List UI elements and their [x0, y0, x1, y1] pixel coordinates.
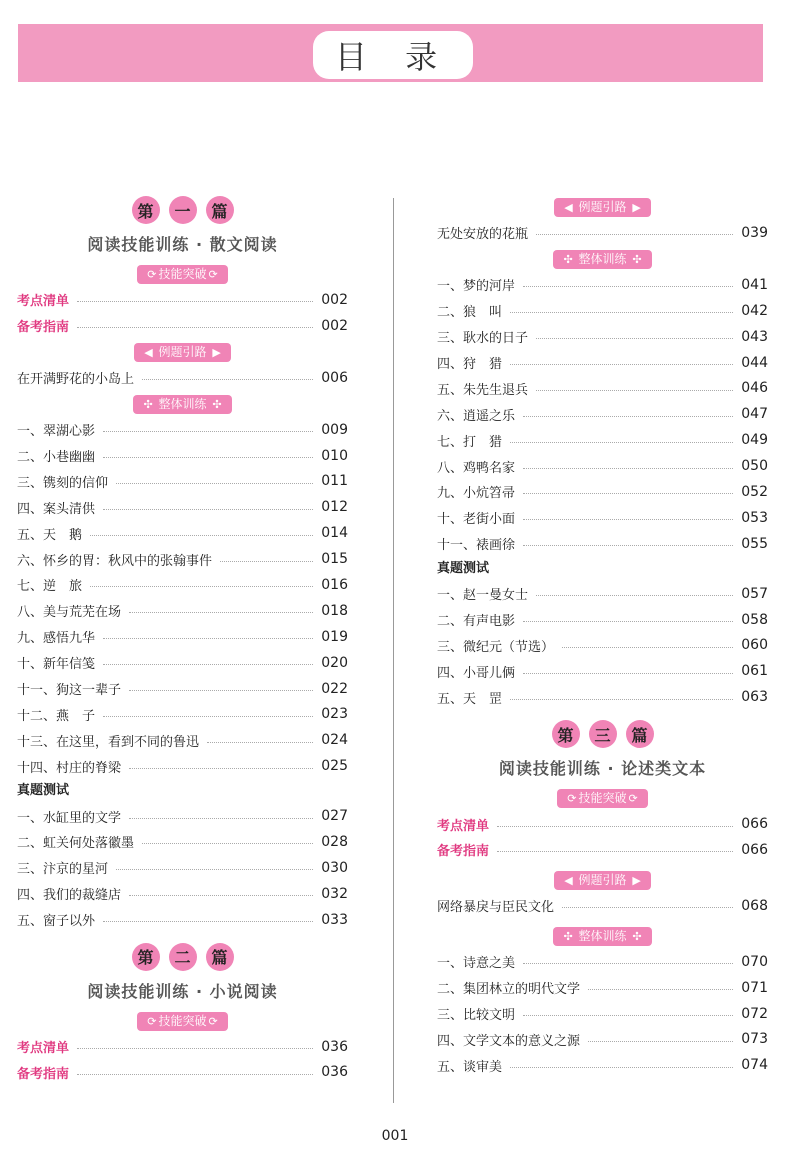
dot-leader — [536, 234, 733, 235]
toc-list — [437, 811, 768, 863]
toc-entry-label: 二、虹关何处落徽墨 — [17, 836, 135, 852]
right-column — [437, 196, 768, 1078]
toc-entry-label: 十、新年信笺 — [17, 657, 96, 673]
dot-leader — [103, 509, 313, 510]
toc-entry[interactable] — [17, 1034, 348, 1060]
toc-entry[interactable] — [437, 837, 768, 863]
dot-leader — [510, 442, 733, 443]
toc-entry-page: 030 — [321, 859, 348, 876]
toc-entry[interactable] — [17, 520, 348, 546]
toc-entry-label: 九、感悟九华 — [17, 631, 96, 647]
arrow-left-icon: ◀ — [144, 345, 153, 359]
dot-leader — [116, 869, 313, 870]
toc-entry-label: 网络暴戾与臣民文化 — [437, 900, 555, 916]
toc-entry-page: 022 — [321, 680, 348, 697]
toc-entry-label: 二、有声电影 — [437, 614, 516, 630]
toc-entry-page: 039 — [741, 224, 768, 241]
toc-list — [17, 417, 348, 779]
refresh-icon: ⟳ — [628, 792, 638, 806]
example-badge: ◀ 例题引路 ▶ — [554, 871, 651, 890]
dot-leader — [562, 907, 733, 908]
toc-entry-page: 042 — [741, 302, 768, 319]
dot-leader — [562, 647, 733, 648]
dot-leader — [588, 989, 733, 990]
toc-entry-label: 无处安放的花瓶 — [437, 227, 529, 243]
toc-entry-page: 074 — [741, 1057, 768, 1074]
dot-leader — [129, 818, 313, 819]
toc-entry-page: 025 — [321, 758, 348, 775]
toc-entry-page: 060 — [741, 637, 768, 654]
toc-entry-page: 006 — [321, 369, 348, 386]
dot-leader — [103, 457, 313, 458]
toc-entry-label: 二、小巷幽幽 — [17, 450, 96, 465]
toc-entry-page: 028 — [321, 833, 348, 850]
toc-entry-label: 六、怀乡的胃：秋风中的张翰事件 — [17, 553, 213, 569]
arrow-right-icon: ▶ — [632, 873, 641, 887]
toc-entry[interactable] — [17, 365, 348, 391]
toc-entry-page: 068 — [741, 897, 768, 914]
dot-leader — [220, 561, 313, 562]
dot-leader — [536, 390, 733, 391]
dot-leader — [510, 1067, 733, 1068]
part1-char: 篇 — [206, 196, 234, 224]
dot-leader — [523, 963, 733, 964]
toc-entry-label: 备考指南 — [437, 844, 490, 860]
dot-leader — [523, 519, 733, 520]
part3-title: 阅读技能训练 · 论述类文本 — [498, 759, 707, 779]
toc-entry-page: 014 — [321, 525, 348, 542]
toc-entry-page: 027 — [321, 808, 348, 825]
dot-leader — [497, 851, 733, 852]
skill-badge: ⟳ 技能突破 ⟳ — [557, 789, 647, 808]
example-badge: ◀ 例题引路 ▶ — [554, 198, 651, 217]
toc-entry-label: 五、朱先生退兵 — [437, 382, 529, 398]
toc-entry[interactable] — [437, 479, 768, 505]
toc-entry-label: 三、微纪元（节选） — [437, 639, 555, 655]
toc-entry-label: 六、逍遥之乐 — [437, 408, 516, 424]
toc-entry-page: 055 — [741, 535, 768, 552]
toc-entry[interactable] — [437, 375, 768, 401]
dot-leader — [90, 586, 313, 587]
dot-leader — [510, 312, 733, 313]
toc-list — [437, 272, 768, 557]
toc-entry-page: 036 — [321, 1038, 348, 1055]
real-test-heading: 真题测试 — [437, 560, 490, 576]
toc-entry-label: 四、狩 猎 — [437, 357, 503, 372]
toc-entry-label: 十四、村庄的脊梁 — [17, 760, 122, 776]
toc-entry-label: 考点清单 — [17, 294, 70, 310]
toc-entry-page: 063 — [741, 689, 768, 706]
sparkle-icon: ✣ — [632, 252, 642, 266]
toc-entry-page: 073 — [741, 1031, 768, 1048]
toc-entry-label: 一、梦的河岸 — [437, 279, 516, 295]
dot-leader — [523, 286, 733, 287]
refresh-icon: ⟳ — [208, 268, 218, 281]
arrow-left-icon: ◀ — [564, 201, 573, 214]
toc-entry[interactable] — [437, 893, 768, 919]
toc-entry-label: 三、汴京的星河 — [17, 862, 109, 878]
refresh-icon: ⟳ — [567, 792, 577, 806]
sparkle-icon: ✣ — [143, 397, 153, 411]
toc-entry-label: 七、逆 旅 — [17, 579, 83, 595]
toc-list — [17, 1034, 348, 1086]
left-column — [17, 196, 348, 1085]
refresh-icon: ⟳ — [208, 1014, 218, 1028]
toc-entry-page: 052 — [741, 483, 768, 500]
dot-leader — [510, 364, 733, 365]
toc-list — [17, 287, 348, 339]
dot-leader — [523, 1015, 733, 1016]
dot-leader — [129, 768, 313, 769]
part1-heading — [17, 196, 348, 224]
page-title: 目 录 — [313, 31, 473, 79]
toc-entry-page: 057 — [741, 585, 768, 602]
dot-leader — [536, 338, 733, 339]
toc-entry[interactable] — [17, 1059, 348, 1085]
dot-leader — [523, 468, 733, 469]
toc-entry-page: 023 — [321, 706, 348, 723]
toc-entry-page: 049 — [741, 432, 768, 449]
dot-leader — [77, 327, 313, 328]
toc-entry[interactable] — [437, 607, 768, 633]
toc-entry[interactable] — [437, 220, 768, 246]
toc-entry-page: 070 — [741, 953, 768, 970]
toc-entry-page: 016 — [321, 576, 348, 593]
toc-entry-page: 036 — [321, 1064, 348, 1081]
toc-entry-page: 053 — [741, 509, 768, 526]
dot-leader — [523, 493, 733, 494]
toc-entry[interactable] — [437, 298, 768, 324]
toc-entry[interactable] — [437, 811, 768, 837]
toc-entry[interactable] — [17, 753, 348, 779]
part3-char: 三 — [589, 720, 617, 748]
toc-entry-page: 012 — [321, 499, 348, 516]
dot-leader — [77, 1048, 313, 1049]
part2-char: 篇 — [206, 943, 234, 971]
toc-entry[interactable] — [437, 581, 768, 607]
toc-entry-page: 043 — [741, 328, 768, 345]
toc-entry[interactable] — [17, 803, 348, 829]
toc-entry-label: 一、赵一曼女士 — [437, 588, 529, 604]
toc-entry-label: 考点清单 — [17, 1041, 70, 1057]
dot-leader — [523, 545, 733, 546]
toc-entry-label: 备考指南 — [17, 320, 70, 336]
column-divider — [393, 198, 394, 1103]
part1-char: 第 — [132, 196, 160, 224]
toc-entry[interactable] — [17, 650, 348, 676]
dot-leader — [497, 826, 733, 827]
toc-entry[interactable] — [437, 1026, 768, 1052]
toc-entry-label: 在开满野花的小岛上 — [17, 372, 135, 388]
toc-entry-page: 018 — [321, 602, 348, 619]
part3-char: 第 — [552, 720, 580, 748]
toc-entry-label: 三、比较文明 — [437, 1008, 516, 1024]
dot-leader — [77, 301, 313, 302]
toc-entry[interactable] — [437, 427, 768, 453]
example-badge: ◀ 例题引路 ▶ — [134, 343, 231, 362]
dot-leader — [142, 843, 313, 844]
dot-leader — [588, 1041, 733, 1042]
toc-entry-page: 033 — [321, 911, 348, 928]
toc-entry[interactable] — [17, 598, 348, 624]
toc-entry-label: 十二、燕 子 — [17, 708, 96, 724]
toc-entry-page: 072 — [741, 1005, 768, 1022]
toc-entry-label: 一、翠湖心影 — [17, 424, 96, 440]
skill-badge: ⟳ 技能突破 ⟳ — [137, 1012, 227, 1031]
toc-entry-page: 061 — [741, 663, 768, 680]
part1-char: 一 — [169, 196, 197, 224]
part3-heading — [437, 720, 768, 748]
toc-entry-page: 058 — [741, 611, 768, 628]
toc-entry-page: 066 — [741, 841, 768, 858]
toc-entry-label: 七、打 猎 — [437, 434, 503, 450]
toc-entry[interactable] — [17, 287, 348, 313]
toc-entry-page: 044 — [741, 354, 768, 371]
toc-entry-label: 一、水缸里的文学 — [17, 810, 122, 826]
toc-entry[interactable] — [17, 907, 348, 933]
toc-entry-label: 八、美与荒芜在场 — [17, 605, 122, 621]
toc-entry-page: 066 — [741, 816, 768, 833]
toc-entry[interactable] — [17, 494, 348, 520]
overall-badge: ✣ 整体训练 ✣ — [133, 395, 231, 414]
toc-entry[interactable] — [437, 949, 768, 975]
toc-entry[interactable] — [17, 676, 348, 702]
dot-leader — [116, 483, 313, 484]
dot-leader — [103, 921, 313, 922]
toc-entry[interactable] — [437, 505, 768, 531]
toc-entry[interactable] — [17, 572, 348, 598]
toc-list — [437, 581, 768, 710]
toc-entry-label: 备考指南 — [17, 1066, 70, 1082]
toc-entry-label: 十、老街小面 — [437, 512, 516, 528]
overall-badge: ✣ 整体训练 ✣ — [553, 927, 651, 946]
toc-entry-page: 002 — [321, 317, 348, 334]
dot-leader — [103, 716, 313, 717]
toc-entry-label: 四、我们的裁缝店 — [17, 888, 122, 904]
toc-entry-label: 四、案头清供 — [17, 501, 96, 517]
page-number: 001 — [381, 1128, 409, 1144]
toc-entry[interactable] — [437, 1001, 768, 1027]
toc-entry[interactable] — [437, 632, 768, 658]
toc-entry-label: 考点清单 — [437, 818, 490, 834]
toc-entry[interactable] — [437, 453, 768, 479]
toc-entry-label: 五、天 罡 — [437, 691, 503, 707]
toc-entry-page: 050 — [741, 458, 768, 475]
toc-entry[interactable] — [17, 727, 348, 753]
arrow-right-icon: ▶ — [212, 345, 221, 359]
toc-entry-page: 015 — [321, 551, 348, 568]
toc-entry[interactable] — [17, 881, 348, 907]
toc-entry-label: 四、文学文本的意义之源 — [437, 1033, 581, 1049]
refresh-icon: ⟳ — [147, 1014, 157, 1028]
toc-entry-page: 011 — [321, 473, 348, 490]
toc-entry-label: 三、镌刻的信仰 — [17, 475, 109, 491]
toc-entry-label: 三、耿水的日子 — [437, 331, 529, 347]
part2-char: 二 — [169, 943, 197, 971]
toc-entry-label: 九、小炕笤帚 — [437, 486, 516, 502]
toc-entry[interactable] — [437, 658, 768, 684]
dot-leader — [207, 742, 313, 743]
toc-entry-label: 一、诗意之美 — [437, 956, 516, 972]
toc-entry-page: 019 — [321, 628, 348, 645]
sparkle-icon: ✣ — [212, 397, 222, 411]
toc-list — [437, 949, 768, 1078]
toc-entry-label: 四、小哥儿俩 — [437, 665, 516, 681]
toc-entry[interactable] — [437, 531, 768, 557]
toc-list — [17, 365, 348, 391]
toc-entry-page: 002 — [321, 291, 348, 308]
arrow-left-icon: ◀ — [564, 873, 573, 887]
dot-leader — [536, 595, 733, 596]
toc-list — [437, 220, 768, 246]
toc-entry-page: 071 — [741, 979, 768, 996]
toc-entry-page: 032 — [321, 885, 348, 902]
dot-leader — [103, 638, 313, 639]
arrow-right-icon: ▶ — [632, 201, 641, 214]
toc-entry-page: 020 — [321, 654, 348, 671]
toc-entry-page: 041 — [741, 276, 768, 293]
sparkle-icon: ✣ — [632, 929, 642, 943]
dot-leader — [90, 535, 313, 536]
toc-entry[interactable] — [17, 546, 348, 572]
part2-char: 第 — [132, 943, 160, 971]
dot-leader — [142, 379, 313, 380]
toc-entry[interactable] — [437, 975, 768, 1001]
overall-badge: ✣ 整体训练 ✣ — [553, 250, 651, 269]
toc-entry[interactable] — [17, 443, 348, 469]
toc-entry[interactable] — [437, 684, 768, 710]
toc-entry-label: 十一、狗这一辈子 — [17, 683, 122, 699]
toc-entry[interactable] — [17, 313, 348, 339]
toc-entry[interactable] — [17, 701, 348, 727]
toc-entry[interactable] — [17, 468, 348, 494]
toc-entry[interactable] — [17, 624, 348, 650]
toc-entry-page: 009 — [321, 421, 348, 438]
real-test-heading: 真题测试 — [17, 783, 70, 799]
sparkle-icon: ✣ — [563, 252, 573, 266]
toc-entry[interactable] — [17, 829, 348, 855]
dot-leader — [523, 416, 733, 417]
refresh-icon: ⟳ — [147, 268, 157, 281]
dot-leader — [103, 431, 313, 432]
toc-entry-label: 八、鸡鸭名家 — [437, 460, 516, 476]
dot-leader — [129, 690, 313, 691]
toc-list — [437, 893, 768, 919]
toc-entry[interactable] — [437, 1052, 768, 1078]
skill-badge: ⟳ 技能突破 ⟳ — [137, 265, 227, 284]
dot-leader — [129, 612, 313, 613]
dot-leader — [523, 673, 733, 674]
toc-entry-label: 十一、裱画徐 — [437, 538, 516, 554]
toc-entry-label: 十三、在这里，看到不同的鲁迅 — [17, 734, 200, 750]
dot-leader — [523, 621, 733, 622]
dot-leader — [103, 664, 313, 665]
toc-entry-label: 二、狼 叫 — [437, 305, 503, 321]
toc-entry-page: 010 — [321, 447, 348, 464]
toc-entry[interactable] — [437, 350, 768, 376]
part1-title: 阅读技能训练 · 散文阅读 — [87, 235, 278, 254]
toc-entry[interactable] — [17, 417, 348, 443]
toc-entry-page: 046 — [741, 380, 768, 397]
dot-leader — [129, 895, 313, 896]
toc-entry-label: 五、天 鹅 — [17, 527, 83, 543]
part3-char: 篇 — [626, 720, 654, 748]
sparkle-icon: ✣ — [563, 929, 573, 943]
dot-leader — [77, 1074, 313, 1075]
toc-entry-label: 五、窗子以外 — [17, 914, 96, 930]
toc-entry[interactable] — [437, 272, 768, 298]
part2-title: 阅读技能训练 · 小说阅读 — [87, 981, 278, 1001]
toc-entry-page: 024 — [321, 732, 348, 749]
toc-list — [17, 803, 348, 932]
toc-entry[interactable] — [17, 855, 348, 881]
toc-entry-label: 二、集团林立的明代文学 — [437, 982, 581, 998]
toc-entry-label: 五、谈审美 — [437, 1059, 503, 1075]
toc-entry-page: 047 — [741, 406, 768, 423]
toc-entry[interactable] — [437, 401, 768, 427]
dot-leader — [510, 699, 733, 700]
toc-entry[interactable] — [437, 324, 768, 350]
part2-heading — [17, 943, 348, 971]
